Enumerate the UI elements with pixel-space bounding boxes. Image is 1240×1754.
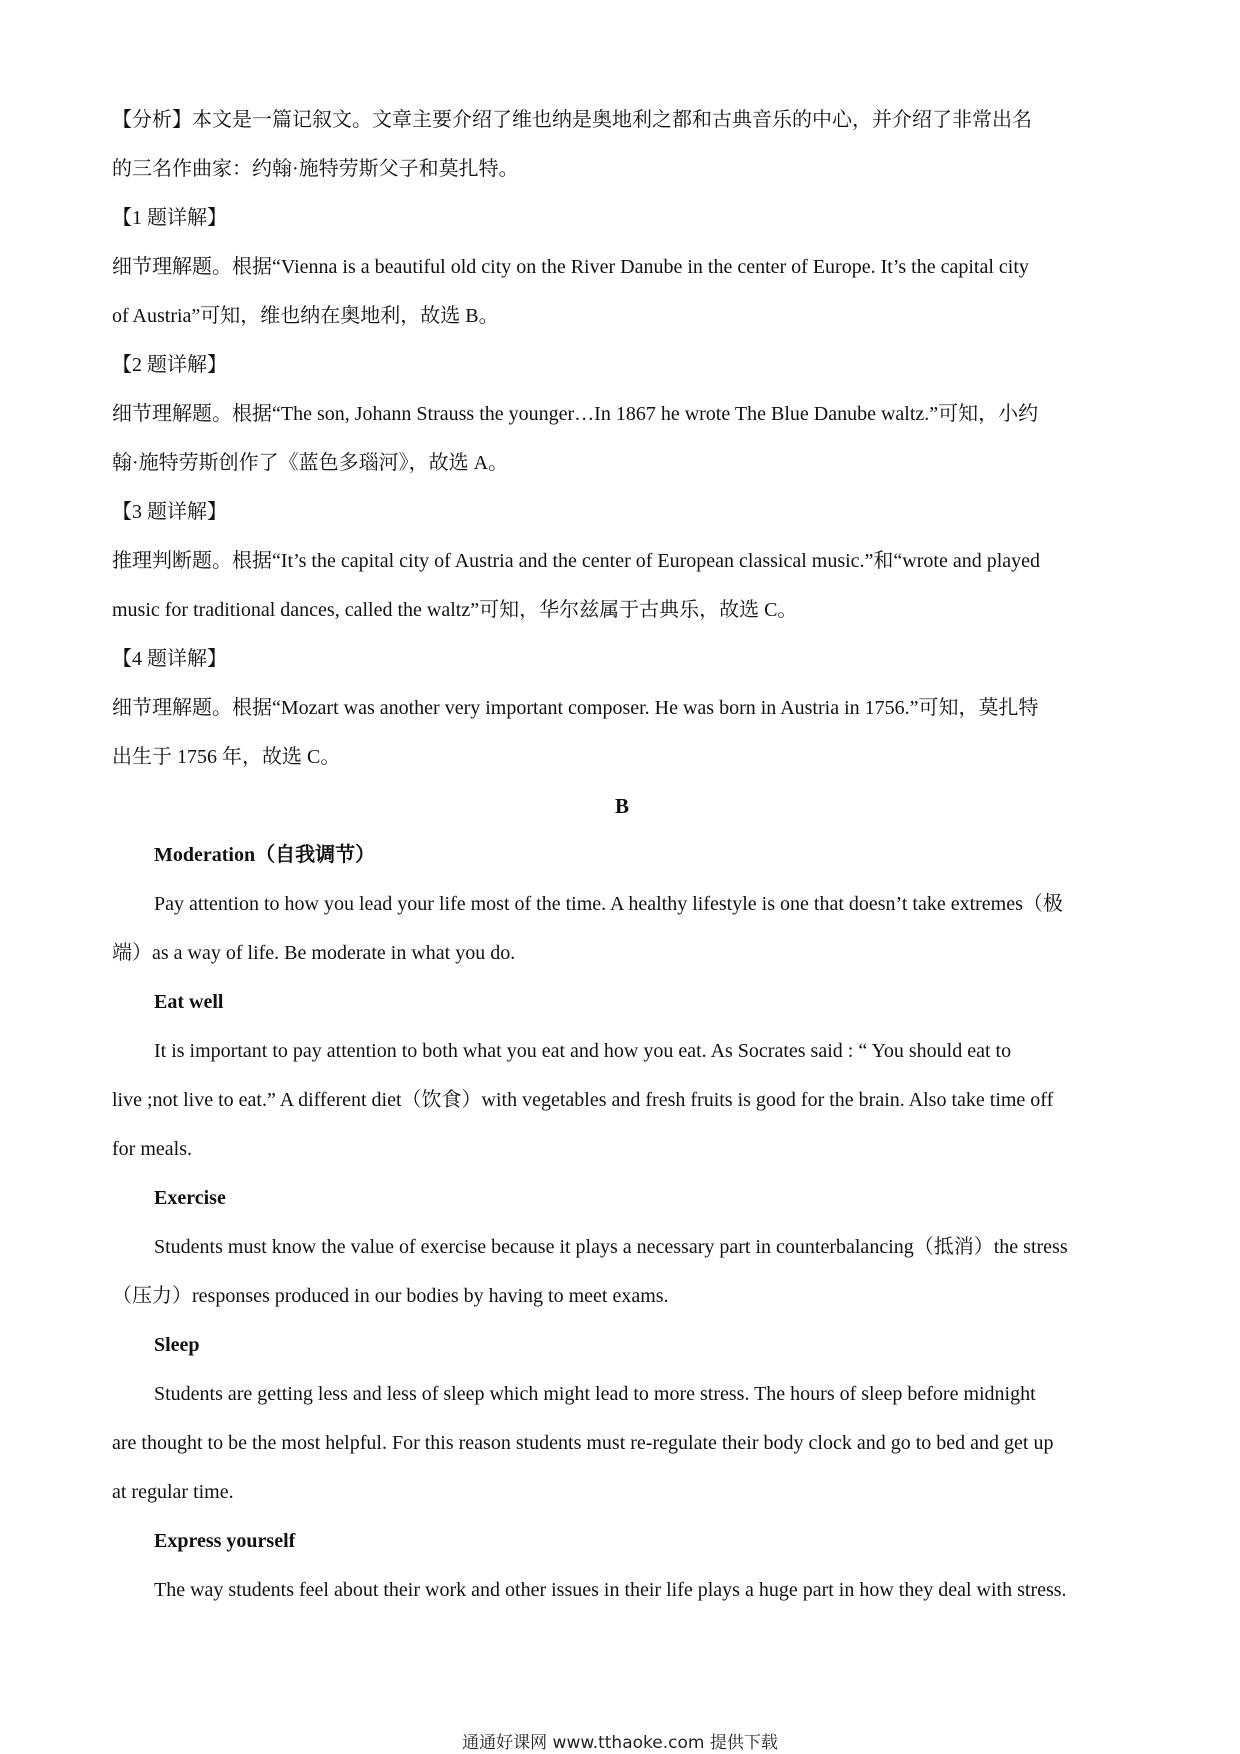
moderation-line-2: 端）as a way of life. Be moderate in what you do. bbox=[112, 942, 516, 964]
q2-heading: 【2 题详解】 bbox=[112, 354, 227, 376]
express-heading: Express yourself bbox=[154, 1530, 296, 1552]
page-content bbox=[112, 96, 1132, 1615]
eat-well-line-2: live ;not live to eat.” A different diet（饮食）with vegetables and fresh fruits is good for the brain. Also take time off bbox=[112, 1089, 1054, 1111]
footer-watermark: 通通好课网 www.tthaoke.com 提供下载 bbox=[462, 1733, 778, 1753]
exercise-heading: Exercise bbox=[154, 1187, 226, 1209]
section-b-title: B bbox=[614, 794, 629, 818]
analysis-line-1: 【分析】本文是一篇记叙文。文章主要介绍了维也纳是奥地利之都和古典音乐的中心，并介绍了非常出名 bbox=[112, 109, 1032, 131]
q3-line-2: music for traditional dances, called the waltz”可知，华尔兹属于古典乐，故选 C。 bbox=[112, 599, 798, 621]
sleep-line-2: are thought to be the most helpful. For this reason students must re-regulate their body clock and go to bed and get up bbox=[112, 1432, 1054, 1454]
q4-heading: 【4 题详解】 bbox=[112, 648, 227, 670]
sleep-heading: Sleep bbox=[154, 1334, 200, 1356]
q4-line-1: 细节理解题。根据“Mozart was another very important composer. He was born in Austria in 1756.”可知，莫扎特 bbox=[112, 697, 1039, 719]
q3-heading: 【3 题详解】 bbox=[112, 501, 227, 523]
eat-well-line-3: for meals. bbox=[112, 1138, 192, 1160]
q3-line-1: 推理判断题。根据“It’s the capital city of Austria and the center of European classical music.”和“wrote and played bbox=[112, 550, 1041, 572]
q2-line-2: 翰·施特劳斯创作了《蓝色多瑙河》，故选 A。 bbox=[112, 452, 509, 474]
exercise-line-1: Students must know the value of exercise because it plays a necessary part in counterbalancing（抵消）the stress bbox=[154, 1236, 1068, 1258]
eat-well-heading: Eat well bbox=[154, 991, 224, 1013]
eat-well-line-1: It is important to pay attention to both what you eat and how you eat. As Socrates said : “ You should eat to bbox=[154, 1040, 1012, 1062]
q2-line-1: 细节理解题。根据“The son, Johann Strauss the younger…In 1867 he wrote The Blue Danube waltz.”可知，小约 bbox=[112, 403, 1039, 425]
moderation-heading: Moderation（自我调节） bbox=[154, 844, 376, 866]
moderation-line-1: Pay attention to how you lead your life most of the time. A healthy lifestyle is one that doesn’t take extremes（极 bbox=[154, 893, 1063, 915]
q1-line-2: of Austria”可知，维也纳在奥地利，故选 B。 bbox=[112, 305, 499, 327]
sleep-line-3: at regular time. bbox=[112, 1481, 234, 1503]
q1-line-1: 细节理解题。根据“Vienna is a beautiful old city on the River Danube in the center of Europe. It’s the capital city bbox=[112, 256, 1029, 278]
q4-line-2: 出生于 1756 年，故选 C。 bbox=[112, 746, 341, 768]
express-line-1: The way students feel about their work and other issues in their life plays a huge part in how they deal with stress. bbox=[154, 1579, 1067, 1601]
q1-heading: 【1 题详解】 bbox=[112, 207, 227, 229]
exercise-line-2: （压力）responses produced in our bodies by having to meet exams. bbox=[112, 1285, 669, 1307]
analysis-line-2: 的三名作曲家：约翰·施特劳斯父子和莫扎特。 bbox=[112, 158, 519, 180]
sleep-line-1: Students are getting less and less of sleep which might lead to more stress. The hours of sleep before midnight bbox=[154, 1383, 1036, 1405]
